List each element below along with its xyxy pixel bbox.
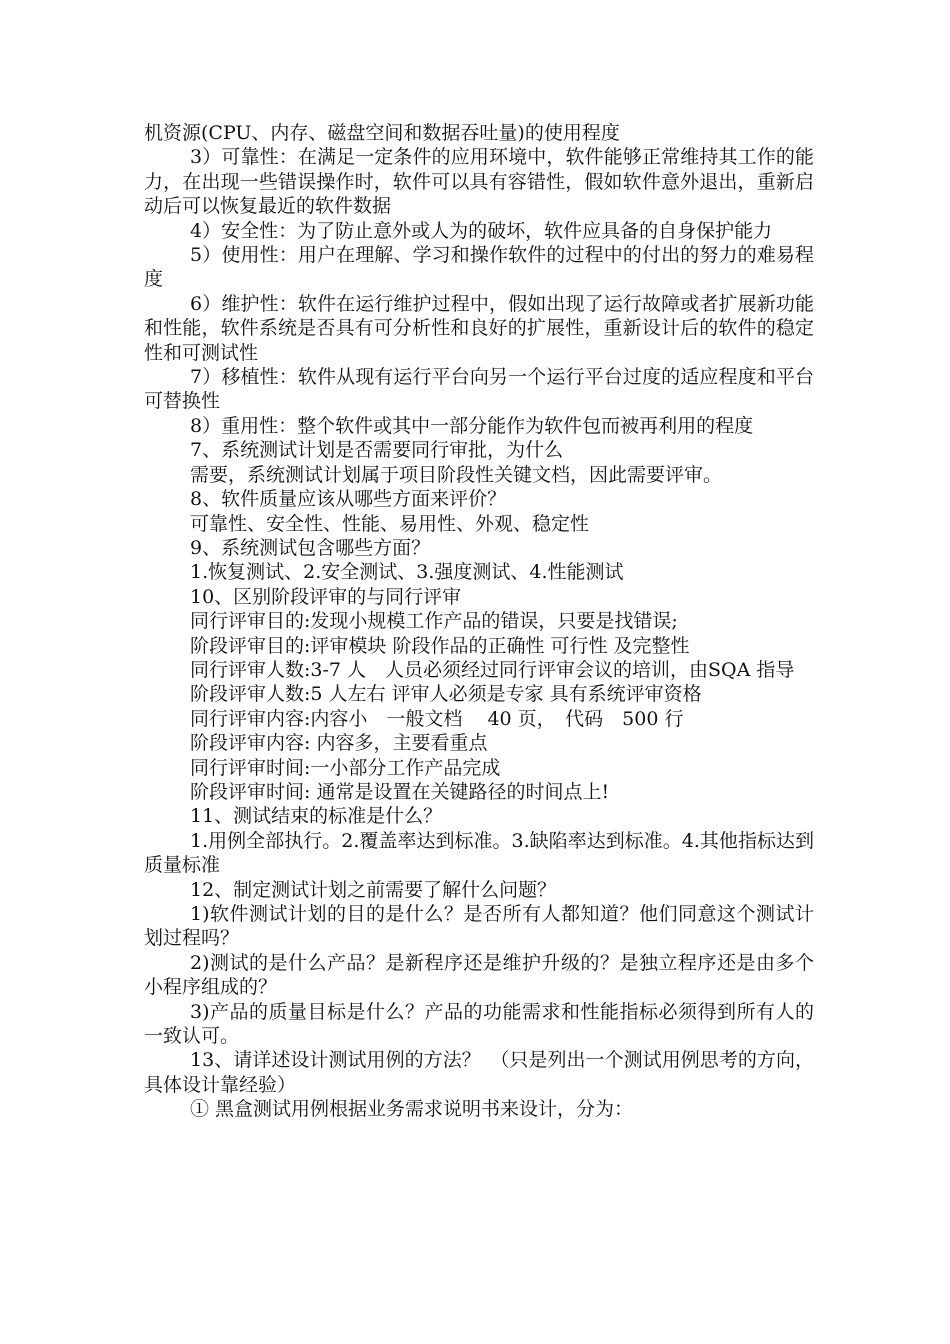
answer-text: 1.恢复测试、2.安全测试、3.强度测试、4.性能测试 xyxy=(190,561,624,584)
paragraph: 7）移植性：软件从现有运行平台向另一个运行平台过度的适应程度和平台可替换性 xyxy=(144,366,814,413)
paragraph: 6）维护性：软件在运行维护过程中，假如出现了运行故障或者扩展新功能和性能，软件系统是否具有可分析性和良好的扩展性，重新设计后的软件的稳定性和可测试性 xyxy=(144,292,814,364)
document-body xyxy=(144,121,814,1122)
answer-text: 2)测试的是什么产品？是新程序还是维护升级的？是独立程序还是由多个小程序组成的？ xyxy=(144,951,814,999)
paragraph: 机资源(CPU、内存、磁盘空间和数据吞吐量)的使用程度 xyxy=(144,122,620,144)
answer-text: ① 黑盒测试用例根据业务需求说明书来设计，分为： xyxy=(190,1098,634,1121)
answer-text: 同行评审人数:3-7 人 人员必须经过同行评审会议的培训，由SQA 指导 xyxy=(190,658,795,681)
question-heading: 10、区别阶段评审的与同行评审 xyxy=(190,585,462,608)
question-heading: 12、制定测试计划之前需要了解什么问题？ xyxy=(190,878,557,901)
paragraph: 5）使用性：用户在理解、学习和操作软件的过程中的付出的努力的难易程度 xyxy=(144,244,814,291)
answer-text: 阶段评审人数:5 人左右 评审人必须是专家 具有系统评审资格 xyxy=(190,683,702,706)
paragraph: 3）可靠性：在满足一定条件的应用环境中，软件能够正常维持其工作的能力，在出现一些错误操作时，软件可以具有容错性，假如软件意外退出，重新启动后可以恢复最近的软件数据 xyxy=(144,146,814,218)
answer-text: 1)软件测试计划的目的是什么？是否所有人都知道？他们同意这个测试计划过程吗？ xyxy=(144,903,814,950)
answer-text: 同行评审目的:发现小规模工作产品的错误，只要是找错误; xyxy=(190,610,678,633)
question-heading: 11、测试结束的标准是什么？ xyxy=(190,805,443,828)
answer-text: 可靠性、安全性、性能、易用性、外观、稳定性 xyxy=(190,512,590,535)
answer-text: 同行评审内容:内容小 一般文档 40 页， 代码 500 行 xyxy=(190,707,684,730)
question-heading: 8、软件质量应该从哪些方面来评价？ xyxy=(190,488,507,511)
answer-text: 3)产品的质量目标是什么？产品的功能需求和性能指标必须得到所有人的一致认可。 xyxy=(144,1000,814,1048)
answer-text: 阶段评审目的:评审模块 阶段作品的正确性 可行性 及完整性 xyxy=(190,634,690,657)
answer-text: 需要，系统测试计划属于项目阶段性关键文档，因此需要评审。 xyxy=(190,463,723,486)
question-heading: 7、系统测试计划是否需要同行审批，为什么 xyxy=(190,439,564,462)
question-heading: 13、请详述设计测试用例的方法？ （只是列出一个测试用例思考的方向，具体设计靠经验） xyxy=(144,1049,814,1096)
answer-text: 1.用例全部执行。2.覆盖率达到标准。3.缺陷率达到标准。4.其他指标达到质量标准 xyxy=(144,829,814,877)
paragraph: 4）安全性：为了防止意外或人为的破坏，软件应具备的自身保护能力 xyxy=(190,219,773,242)
answer-text: 阶段评审内容: 内容多，主要看重点 xyxy=(190,732,488,755)
question-heading: 9、系统测试包含哪些方面？ xyxy=(190,536,431,559)
paragraph: 8）重用性：整个软件或其中一部分能作为软件包而被再利用的程度 xyxy=(190,414,754,437)
answer-text: 同行评审时间:一小部分工作产品完成 xyxy=(190,756,501,779)
answer-text: 阶段评审时间: 通常是设置在关键路径的时间点上! xyxy=(190,780,610,803)
